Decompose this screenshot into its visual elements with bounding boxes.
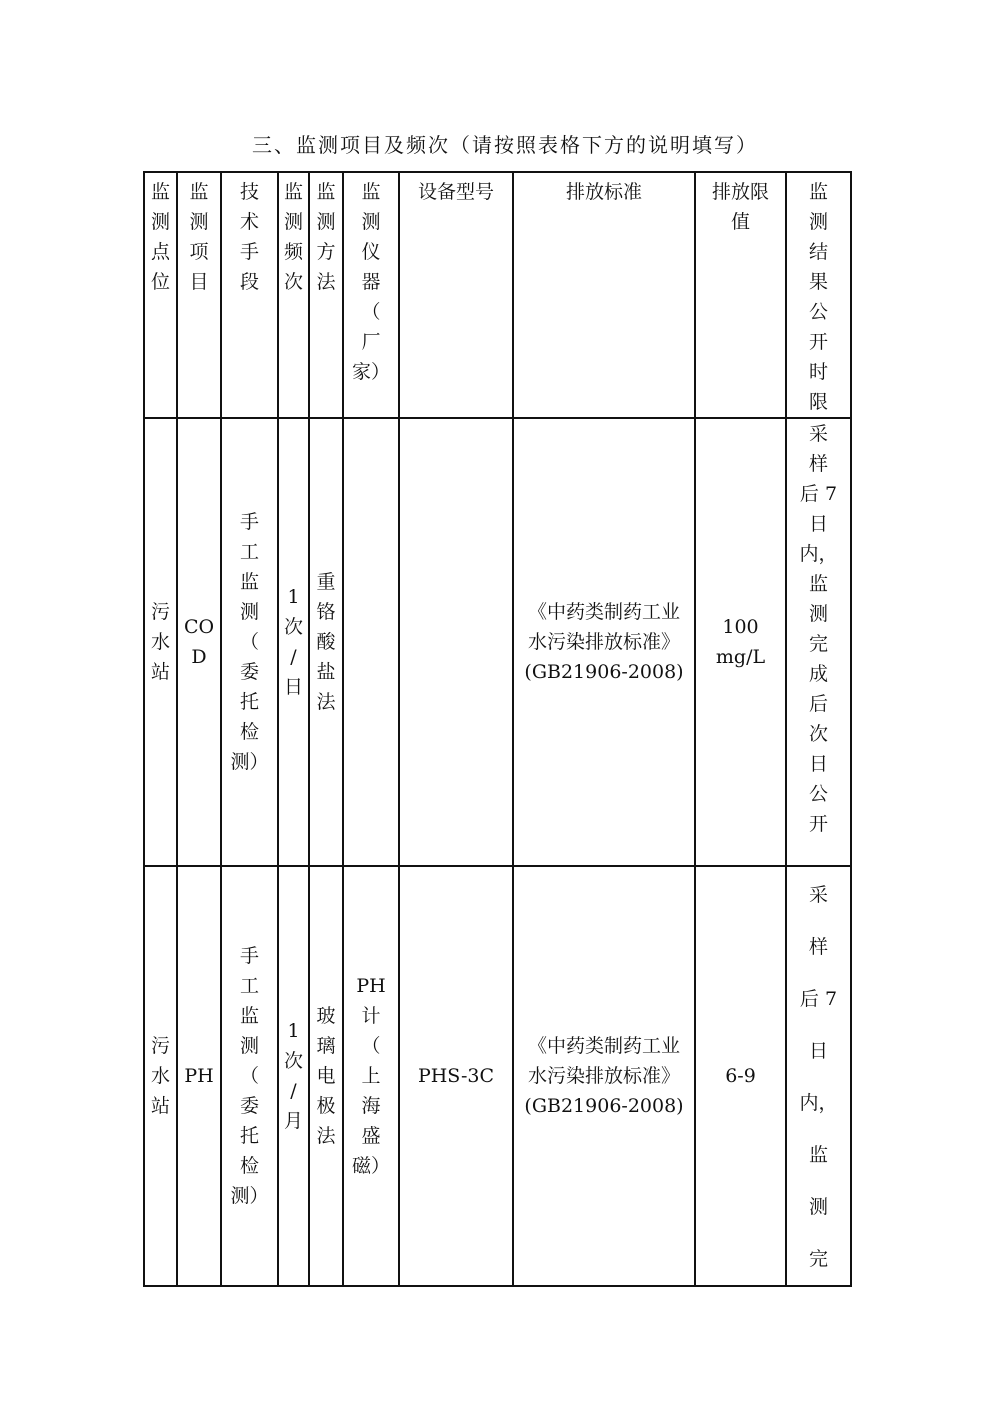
cell-instrument: PH 计 （ 上 海 盛 磁） (343, 866, 399, 1286)
cell-technique: 手 工 监 测 （ 委 托 检 测） (221, 866, 278, 1286)
cell-standard: 《中药类制药工业水污染排放标准》(GB21906-2008) (513, 866, 695, 1286)
cell-publish: 采 样 后 7 日 内， 监 测 完 成 后 次 日 公 开 (786, 418, 851, 866)
cell-limit: 100 mg/L (695, 418, 786, 866)
cell-technique: 手 工 监 测 （ 委 托 检 测） (221, 418, 278, 866)
header-frequency: 监 测 频 次 (278, 172, 309, 418)
monitoring-table (143, 171, 852, 1287)
cell-limit: 6-9 (695, 866, 786, 1286)
table-row (144, 418, 851, 866)
header-row (144, 172, 851, 418)
header-technique: 技 术 手 段 (221, 172, 278, 418)
header-model: 设备型号 (399, 172, 513, 418)
section-title: 三、监测项目及频次（请按照表格下方的说明填写） (252, 133, 758, 157)
header-instrument: 监 测 仪 器 （ 厂 家） (343, 172, 399, 418)
cell-point: 污 水 站 (144, 866, 177, 1286)
header-limit: 排放限 值 (695, 172, 786, 418)
header-publish: 监 测 结 果 公 开 时 限 (786, 172, 851, 418)
cell-model (399, 418, 513, 866)
cell-publish: 采 样 后 7 日 内， 监 测 完 (786, 866, 851, 1286)
cell-frequency: 1 次 / 月 (278, 866, 309, 1286)
cell-instrument (343, 418, 399, 866)
cell-item: PH (177, 866, 221, 1286)
cell-standard: 《中药类制药工业水污染排放标准》(GB21906-2008) (513, 418, 695, 866)
cell-frequency: 1 次 / 日 (278, 418, 309, 866)
header-point: 监 测 点 位 (144, 172, 177, 418)
cell-item: COD (177, 418, 221, 866)
header-item: 监 测 项 目 (177, 172, 221, 418)
cell-method: 玻 璃 电 极 法 (309, 866, 343, 1286)
header-standard: 排放标准 (513, 172, 695, 418)
cell-point: 污 水 站 (144, 418, 177, 866)
cell-model: PHS-3C (399, 866, 513, 1286)
header-method: 监 测 方 法 (309, 172, 343, 418)
cell-method: 重 铬 酸 盐 法 (309, 418, 343, 866)
table-row (144, 866, 851, 1286)
